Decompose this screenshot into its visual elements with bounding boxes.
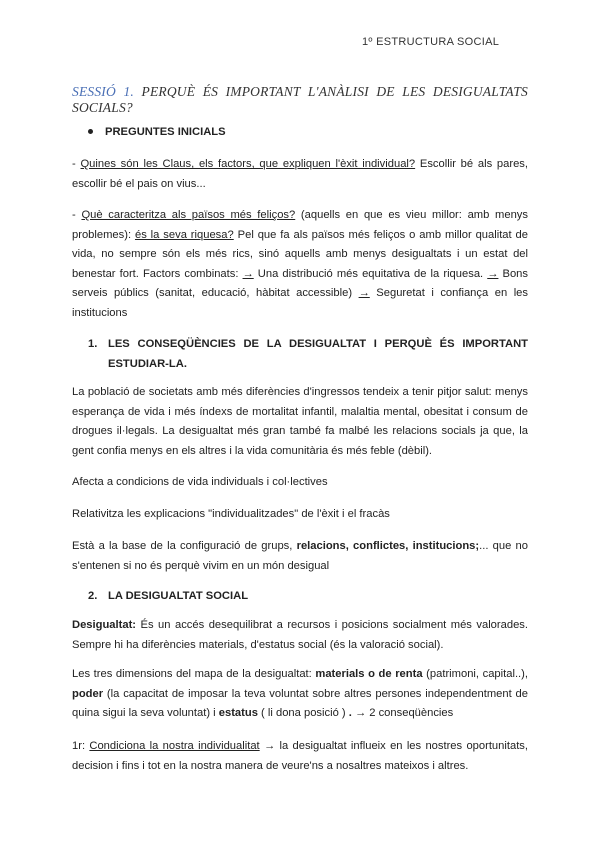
- section-1-paragraph-3: Relativitza les explicacions "individualitzades" de l'èxit i el fracàs: [72, 508, 390, 520]
- section-2-number: 2.: [88, 590, 98, 602]
- consequence-text: → la desigualtat influeix en les nostres oportunitats, decision i fins i tot en la nostra manera de veure'ns a nosaltres mateixos i altres.: [72, 740, 529, 772]
- q1-answer: Escollir bé als pares, escollir bé el pais on vius...: [72, 158, 528, 190]
- session-title: [72, 84, 528, 116]
- p4-bold: relacions, conflictes, institucions;: [296, 540, 480, 552]
- q2-item3: Seguretat i confiança en les institucions: [72, 287, 528, 319]
- section-1-heading: [88, 334, 528, 374]
- bullet-icon: [88, 129, 93, 134]
- q2-item1: Una distribució més equitativa de la riquesa.: [253, 267, 488, 280]
- p4-start: Està a la base de la configuració de grups,: [72, 540, 297, 552]
- dims-start: Les tres dimensions del mapa de la desigualtat:: [72, 668, 316, 680]
- q2-text2: Pel que fa als països més feliços o amb millor qualitat de vida, no sempre són els més rics, sinó aquells amb menys desigualtats i un estat del benestar fort. Factors combinats:: [72, 228, 528, 280]
- consequence-label: 1r:: [72, 740, 90, 752]
- dims-status-text: ( li dona posició ): [257, 707, 349, 719]
- session-label: SESSIÓ 1.: [72, 84, 134, 99]
- section-2-definition: [72, 616, 528, 655]
- q2-item2: Bons serveis públics (sanitat, educació, hàbitat accessible): [72, 267, 529, 299]
- definition-text: És un accés desequilibrat a recursos i posicions socialment més valorades. Sempre hi ha diferències materials, d'estatus social (és la valoració social).: [72, 619, 528, 651]
- section-1-title: LES CONSEQÜÈNCIES DE LA DESIGUALTAT I PERQUÈ ÉS IMPORTANT ESTUDIAR-LA.: [108, 338, 528, 370]
- p4-end: ... que no s'entenen si no és perquè vivim en un món desigual: [72, 540, 528, 572]
- section-1-number: 1.: [88, 338, 98, 350]
- arrow-icon: →: [358, 287, 370, 299]
- dims-power: poder: [72, 687, 104, 700]
- section-1-paragraph-1: La població de societats amb més diferències d'ingressos tendeix a tenir pitjor salut: menys esperança de vida i més índexs de mortalitat infantil, malaltia mental, obesitat i consum de drogues il·legals. La desigualtat més gran també fa malbé les relacions socials ja que, la gent confia menys en els altres i la vida comunitària és més feble (dèbil).: [72, 386, 528, 457]
- definition-term: Desigualtat:: [72, 619, 137, 631]
- section-1-paragraph-4: [72, 537, 528, 576]
- section-2-consequence-1: [72, 737, 528, 776]
- arrow-icon: →: [242, 267, 254, 280]
- initial-questions-label: PREGUNTES INICIALS: [105, 126, 226, 138]
- dims-material: materials o de renta: [315, 668, 423, 680]
- dims-material-text: (patrimoni, capital..),: [422, 668, 528, 680]
- consequence-title: Condiciona la nostra individualitat: [89, 740, 260, 752]
- q2-prefix: -: [72, 209, 82, 221]
- initial-questions-heading: [88, 126, 226, 138]
- dims-end: → 2 conseqüències: [351, 707, 454, 719]
- dims-power-text: (la capacitat de imposar la teva voluntat sobre altres persones independentment de quina sigui la seva voluntat) i: [72, 687, 528, 719]
- q2-question2: és la seva riquesa?: [134, 228, 234, 241]
- section-2-heading: [88, 586, 528, 606]
- dims-status: estatus: [218, 707, 258, 719]
- q1-prefix: -: [72, 158, 81, 170]
- section-1-paragraph-2: Afecta a condicions de vida individuals i col·lectives: [72, 476, 328, 488]
- question-1: [72, 155, 528, 194]
- q2-text1: (aquells en que es vieu millor: amb menys problemes):: [72, 209, 528, 241]
- document-header: 1º ESTRUCTURA SOCIAL: [362, 36, 500, 48]
- section-2-title: LA DESIGUALTAT SOCIAL: [108, 590, 249, 602]
- question-2: [72, 206, 528, 323]
- dims-period: .: [348, 707, 352, 719]
- q1-question: Quines són les Claus, els factors, que expliquen l'èxit individual?: [80, 158, 416, 170]
- q2-question: Què caracteritza als països més feliços?: [81, 209, 296, 221]
- section-2-dimensions: [72, 665, 528, 724]
- session-heading: PERQUÈ ÉS IMPORTANT L'ANÀLISI DE LES DESIGUALTATS SOCIALS?: [72, 84, 528, 115]
- arrow-icon: →: [487, 267, 499, 280]
